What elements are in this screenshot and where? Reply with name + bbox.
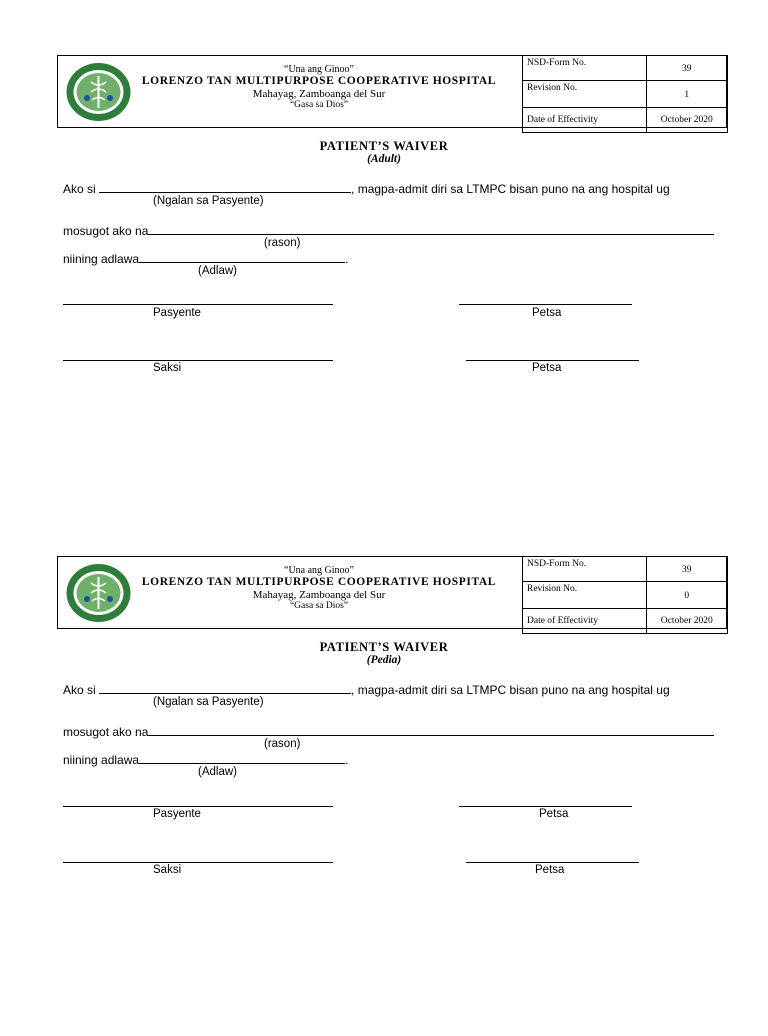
subtitle-text: (Pedia) bbox=[366, 654, 402, 667]
witness-signature-line[interactable] bbox=[63, 862, 333, 863]
mosugot-label: mosugot ako na bbox=[63, 725, 149, 739]
form-title bbox=[0, 140, 768, 165]
ako-si-label: Ako si bbox=[63, 683, 96, 697]
waiver-form-adult bbox=[0, 55, 768, 535]
day-field[interactable] bbox=[139, 752, 345, 764]
motto: “Una ang Ginoo” bbox=[284, 565, 354, 576]
revision-value: 0 bbox=[646, 582, 727, 609]
reason-line bbox=[63, 223, 714, 238]
motto-secondary: “Gasa sa Dios” bbox=[289, 600, 349, 611]
motto-secondary: “Gasa sa Dios” bbox=[289, 99, 349, 110]
period: . bbox=[345, 252, 349, 266]
hospital-name: LORENZO TAN MULTIPURPOSE COOPERATIVE HOSPITAL bbox=[141, 576, 497, 588]
patient-caption: Pasyente bbox=[153, 307, 201, 319]
reason-field[interactable] bbox=[148, 724, 714, 736]
hospital-address: Mahayag, Zamboanga del Sur bbox=[252, 588, 386, 601]
patient-name-caption: (Ngalan sa Pasyente) bbox=[153, 696, 264, 708]
day-caption: (Adlaw) bbox=[198, 265, 237, 277]
patient-date-caption: Petsa bbox=[532, 307, 562, 319]
waiver-form-pedia bbox=[0, 556, 768, 1036]
form-meta-table bbox=[522, 55, 728, 133]
reason-caption: (rason) bbox=[264, 237, 301, 249]
header-text bbox=[136, 565, 502, 611]
mosugot-label: mosugot ako na bbox=[63, 224, 149, 238]
admit-text: , magpa-admit diri sa LTMPC bisan puno na ang hospital ug bbox=[351, 182, 670, 196]
period: . bbox=[345, 753, 349, 767]
form-meta-table bbox=[522, 556, 728, 634]
witness-date-line[interactable] bbox=[466, 360, 639, 361]
motto: “Una ang Ginoo” bbox=[284, 64, 354, 75]
patient-name-line bbox=[63, 181, 670, 196]
patient-name-field[interactable] bbox=[99, 682, 351, 694]
patient-name-field[interactable] bbox=[99, 181, 351, 193]
patient-signature-line[interactable] bbox=[63, 304, 333, 305]
effectivity-label: Date of Effectivity bbox=[523, 108, 647, 133]
revision-label: Revision No. bbox=[523, 582, 647, 609]
hospital-logo bbox=[65, 563, 132, 623]
niining-label: niining adlawa bbox=[63, 753, 140, 767]
patient-date-caption: Petsa bbox=[539, 808, 569, 820]
witness-date-caption: Petsa bbox=[532, 362, 562, 374]
day-field[interactable] bbox=[139, 251, 345, 263]
hospital-seal-icon bbox=[65, 62, 132, 122]
title-text: PATIENT’S WAIVER bbox=[319, 640, 449, 654]
witness-caption: Saksi bbox=[153, 362, 182, 374]
hospital-address: Mahayag, Zamboanga del Sur bbox=[252, 87, 386, 100]
effectivity-value: October 2020 bbox=[646, 609, 727, 634]
form-header bbox=[57, 55, 727, 128]
patient-name-line bbox=[63, 682, 670, 697]
date-line bbox=[63, 251, 348, 266]
effectivity-value: October 2020 bbox=[646, 108, 727, 133]
subtitle-text: (Adult) bbox=[367, 153, 401, 166]
niining-label: niining adlawa bbox=[63, 252, 140, 266]
form-header bbox=[57, 556, 727, 629]
patient-date-line[interactable] bbox=[459, 304, 632, 305]
hospital-logo bbox=[65, 62, 132, 122]
ako-si-label: Ako si bbox=[63, 182, 96, 196]
patient-date-line[interactable] bbox=[459, 806, 632, 807]
patient-signature-line[interactable] bbox=[63, 806, 333, 807]
reason-caption: (rason) bbox=[264, 738, 301, 750]
admit-text: , magpa-admit diri sa LTMPC bisan puno na ang hospital ug bbox=[351, 683, 670, 697]
form-no-value: 39 bbox=[646, 557, 727, 582]
form-title bbox=[0, 641, 768, 666]
form-no-label: NSD-Form No. bbox=[523, 557, 647, 582]
hospital-name: LORENZO TAN MULTIPURPOSE COOPERATIVE HOSPITAL bbox=[141, 75, 497, 87]
witness-signature-line[interactable] bbox=[63, 360, 333, 361]
date-line bbox=[63, 752, 348, 767]
patient-name-caption: (Ngalan sa Pasyente) bbox=[153, 195, 264, 207]
title-text: PATIENT’S WAIVER bbox=[319, 139, 449, 153]
form-no-label: NSD-Form No. bbox=[523, 56, 647, 81]
day-caption: (Adlaw) bbox=[198, 766, 237, 778]
patient-caption: Pasyente bbox=[153, 808, 201, 820]
witness-date-line[interactable] bbox=[466, 862, 639, 863]
hospital-seal-icon bbox=[65, 563, 132, 623]
witness-caption: Saksi bbox=[153, 864, 182, 876]
witness-date-caption: Petsa bbox=[535, 864, 565, 876]
header-text bbox=[136, 64, 502, 110]
revision-label: Revision No. bbox=[523, 81, 647, 108]
form-no-value: 39 bbox=[646, 56, 727, 81]
reason-line bbox=[63, 724, 714, 739]
revision-value: 1 bbox=[646, 81, 727, 108]
reason-field[interactable] bbox=[148, 223, 714, 235]
effectivity-label: Date of Effectivity bbox=[523, 609, 647, 634]
